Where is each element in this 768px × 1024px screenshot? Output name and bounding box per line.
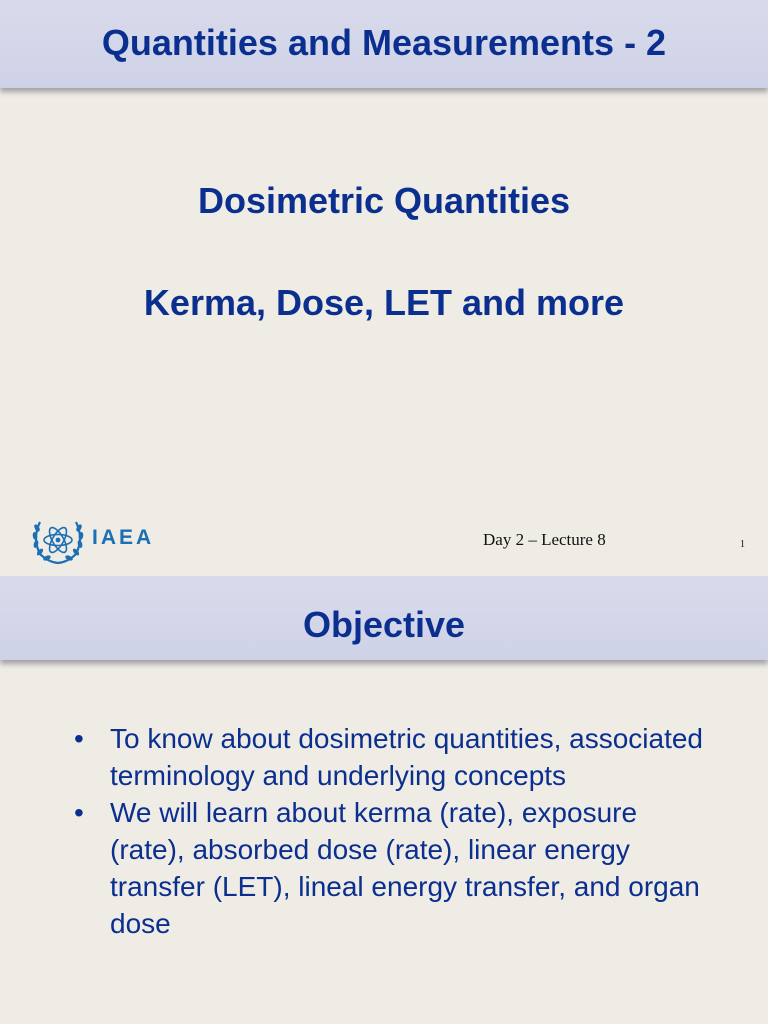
slide-1-subtitle-dosimetric: Dosimetric Quantities: [197, 180, 571, 221]
footer-lecture: Day 2 – Lecture 8: [483, 530, 606, 549]
slide-2-banner: [0, 576, 768, 660]
bullet-icon: •: [74, 723, 84, 754]
un-emblem-icon: [30, 514, 86, 566]
slide-1-banner: [0, 0, 768, 88]
objective-bullet-list: [74, 720, 714, 942]
slide-1-subtitle-kerma: Kerma, Dose, LET and more: [143, 282, 625, 323]
bullet-item: [74, 720, 714, 794]
slide-1-title: Quantities and Measurements - 2: [101, 22, 667, 63]
iaea-logo: [30, 514, 180, 566]
bullet-icon: •: [74, 797, 84, 828]
slide-2: [0, 576, 768, 1024]
bullet-item: [74, 794, 714, 942]
iaea-logo-text: IAEA: [92, 526, 155, 549]
bullet-text: To know about dosimetric quantities, associated terminology and underlying concepts: [110, 723, 703, 791]
slide-2-title: Objective: [302, 604, 466, 645]
bullet-text: We will learn about kerma (rate), exposure (rate), absorbed dose (rate), linear energy transfer (LET), lineal energy transfer, and organ dose: [110, 797, 700, 939]
page-number: 1: [740, 539, 745, 550]
